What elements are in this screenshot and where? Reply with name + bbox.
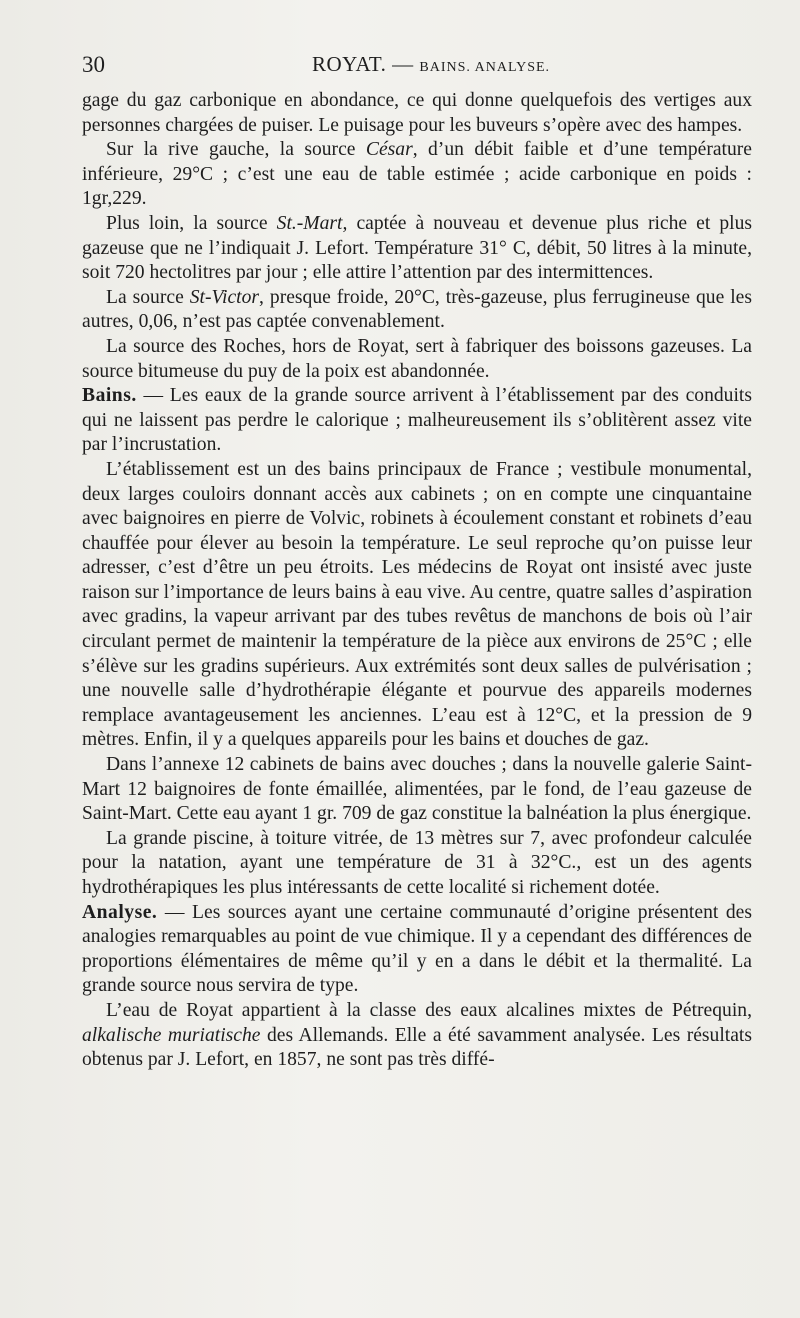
page-number: 30 xyxy=(82,52,105,77)
italic-term: St.-Mart, xyxy=(276,212,348,234)
running-title xyxy=(312,52,550,77)
text-run: captée à nouveau et devenue plus riche et plus gazeuse que ne l’indiquait J. Lefort. Température 31° C, débit, 50 litres à la minute, soit 720 hectolitres par jour ; elle attire l’attention par des intermittences. xyxy=(82,212,753,284)
italic-term: César xyxy=(365,139,413,161)
text-run: L’établissement est un des bains principaux de France ; vestibule monumental, deux larges couloirs donnant accès aux cabinets ; on en compte une cinquantaine avec baignoires en pierre de Volvic, robinets à écoulement constant et robinets d’eau chauffée pour élever au besoin la température. Le seul reproche qu’on puisse leur adresser, c’est d’être un peu étroits. Les médecins de Royat ont insisté avec juste raison sur l’importance de leurs bains à eau vive. Au centre, quatre salles d’aspiration avec gradins, la vapeur arrivant par des tubes revêtus de manchons de bois où l’air circulant permet de maintenir la température de la pièce aux environs de 25°C ; elle s’élève sur les gradins supérieurs. Aux extrémités sont deux salles de pulvérisation ; une nouvelle salle d’hydrothérapie élégante et pourvue des appareils modernes remplace avantageusement les anciennes. L’eau est à 12°C, et la pression de 9 mètres. Enfin, il y a quelques appareils pour les bains et douches de gaz. xyxy=(82,458,752,751)
italic-term: alkalische muriatische xyxy=(82,1024,261,1046)
paragraph xyxy=(82,827,752,901)
paragraph xyxy=(82,901,752,999)
text-run: La source xyxy=(106,286,190,308)
section-heading: Analyse. xyxy=(82,901,158,923)
text-run: des Allemands. Elle a été savamment analysée. Les résultats obtenus par J. Lefort, en 1857, ne sont pas très diffé- xyxy=(82,1024,752,1071)
paragraph xyxy=(82,458,752,753)
paragraph xyxy=(82,999,752,1073)
paragraph xyxy=(82,89,752,138)
text-run: Plus loin, la source xyxy=(106,212,277,234)
text-run: Dans l’annexe 12 cabinets de bains avec douches ; dans la nouvelle galerie Saint-Mart 12 baignoires de fonte émaillée, alimentées, par le fond, de l’eau gazeuse de Saint-Mart. Cette eau ayant 1 gr. 709 de gaz constitue la balnéation la plus énergique. xyxy=(82,754,752,825)
paragraph xyxy=(82,384,752,458)
text-run: La grande piscine, à toiture vitrée, de 13 mètres sur 7, avec profondeur calculée pour la natation, ayant une température de 31 à 32°C., est un des agents hydrothérapiques les plus intéressants de cette localité si richement dotée. xyxy=(82,827,752,898)
paragraph xyxy=(82,753,752,827)
running-title-separator: — xyxy=(386,52,420,76)
text-run: , presque froide, 20°C, très-gazeuse, plus ferrugineuse que les autres, 0,06, n’est pas captée convenablement. xyxy=(82,286,752,333)
paragraph xyxy=(82,212,752,286)
text-run: — Les eaux de la grande source arrivent à l’établissement par des conduits qui ne laissent pas perdre le calorique ; malheureusement ils s’oblitèrent assez vite par l’incrustation. xyxy=(82,385,752,456)
italic-term: St-Victor xyxy=(189,286,260,308)
text-run: , d’un débit faible et d’une température inférieure, 29°C ; c’est une eau de table estimée ; acide carbonique en poids : 1gr,229. xyxy=(82,139,752,210)
section-heading: Bains. xyxy=(82,385,137,407)
text-run: gage du gaz carbonique en abondance, ce qui donne quelquefois des vertiges aux personnes chargées de puiser. Le puisage pour les buveurs s’opère avec des hampes. xyxy=(82,90,752,136)
running-title-main: ROYAT. xyxy=(312,52,387,76)
text-run: L’eau de Royat appartient à la classe des eaux alcalines mixtes de Pétrequin, xyxy=(106,999,752,1021)
paragraph xyxy=(82,138,752,212)
paragraph xyxy=(82,286,752,335)
running-title-subtitle: BAINS. ANALYSE. xyxy=(419,60,551,75)
text-run: — Les sources ayant une certaine communauté d’origine présentent des analogies remarquables au point de vue chimique. Il y a cependant des différences de proportions élémentaires de même qu’il y en a dans le débit et la thermalité. La grande source nous servira de type. xyxy=(82,901,752,997)
body-text xyxy=(82,89,752,1073)
page-header xyxy=(82,52,752,86)
paragraph xyxy=(82,335,752,384)
text-run: Sur la rive gauche, la source xyxy=(106,139,366,161)
text-run: La source des Roches, hors de Royat, sert à fabriquer des boissons gazeuses. La source bitumeuse du puy de la poix est abandonnée. xyxy=(82,335,752,382)
